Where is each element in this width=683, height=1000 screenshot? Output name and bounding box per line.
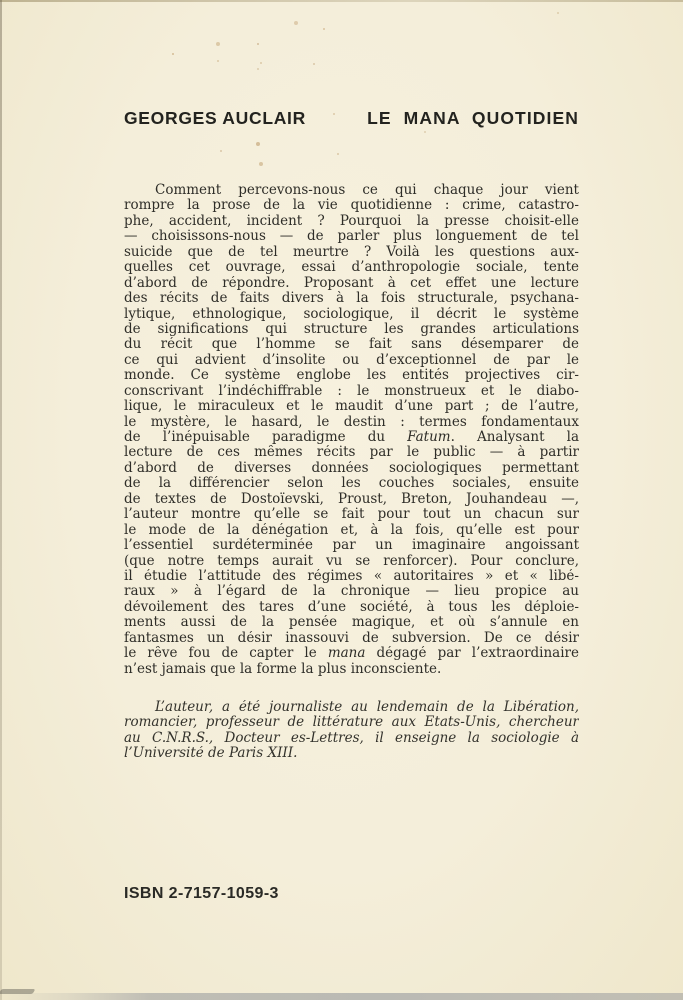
text-line: (que notre temps aurait vu se renforcer). Pour conclure, bbox=[124, 553, 579, 569]
synopsis-paragraph bbox=[124, 183, 579, 677]
text-line: suicide que de tel meurtre ? Voilà les questions aux- bbox=[124, 244, 579, 260]
text-line: L’auteur, a été journaliste au lendemain de la Libération, bbox=[155, 700, 579, 715]
text-line: de significations qui structure les grandes articulations bbox=[124, 321, 579, 337]
text-line: de l’inépuisable paradigme du Fatum. Analysant la bbox=[124, 430, 579, 445]
text-line: ce qui advient d’insolite ou d’exceptionnel de par le bbox=[124, 352, 579, 368]
scan-edge-left bbox=[0, 0, 2, 1000]
text-line: l’auteur montre qu’elle se fait pour tout un chacun sur bbox=[124, 507, 579, 523]
text-line: — choisissons-nous — de parler plus longuement de tel bbox=[124, 229, 579, 245]
text-line: rompre la prose de la vie quotidienne : crime, catastro- bbox=[124, 198, 579, 214]
text-line: de textes de Dostoïevski, Proust, Breton, Jouhandeau —, bbox=[124, 491, 579, 507]
text-line: lytique, ethnologique, sociologique, il décrit le système bbox=[124, 306, 579, 322]
author-bio-paragraph bbox=[124, 700, 579, 762]
text-line: du récit que l’homme se fait sans désemparer de bbox=[124, 337, 579, 353]
text-line: des récits de faits divers à la fois structurale, psychana- bbox=[124, 291, 579, 307]
text-line: d’abord de diverses données sociologiques permettant bbox=[124, 460, 579, 476]
text-line: n’est jamais que la forme la plus inconsciente. bbox=[124, 661, 442, 677]
text-line: le mystère, le hasard, le destin : termes fondamentaux bbox=[124, 414, 579, 430]
text-line: d’abord de répondre. Proposant à cet effet une lecture bbox=[124, 275, 579, 291]
author-name: GEORGES AUCLAIR bbox=[124, 108, 306, 128]
cover-text-block bbox=[124, 183, 579, 762]
scan-edge-bottom bbox=[0, 993, 683, 1000]
isbn-text: ISBN 2-7157-1059-3 bbox=[124, 885, 279, 902]
text-line: monde. Ce système englobe les entités projectives cir- bbox=[124, 368, 579, 384]
text-line: raux » à l’égard de la chronique — lieu propice au bbox=[124, 584, 579, 600]
text-line: dévoilement des tares d’une société, à tous les déploie- bbox=[124, 599, 579, 615]
text-line: l’Université de Paris XIII. bbox=[124, 746, 298, 762]
text-line: lecture de ces mêmes récits par le public — à partir bbox=[124, 445, 579, 461]
text-line: il étudie l’attitude des régimes « autoritaires » et « libé- bbox=[124, 568, 579, 584]
text-line: le rêve fou de capter le mana dégagé par l’extraordinaire bbox=[124, 646, 579, 662]
text-line: au C.N.R.S., Docteur es-Lettres, il enseigne la sociologie à bbox=[124, 730, 579, 746]
text-line: le mode de la dénégation et, à la fois, qu’elle est pour bbox=[124, 522, 579, 538]
cover-header bbox=[124, 108, 579, 129]
text-line: quelles cet ouvrage, essai d’anthropologie sociale, tente bbox=[124, 260, 579, 276]
text-line: l’essentiel surdéterminée par un imaginaire angoissant bbox=[124, 538, 579, 554]
text-line: phe, accident, incident ? Pourquoi la presse choisit-elle bbox=[124, 213, 579, 229]
text-line: de la différencier selon les couches sociales, ensuite bbox=[124, 476, 579, 492]
text-line: lique, le miraculeux et le maudit d’une part ; de l’autre, bbox=[124, 399, 579, 415]
scan-edge-top bbox=[0, 0, 683, 2]
text-line: romancier, professeur de littérature aux États-Unis, chercheur bbox=[124, 715, 579, 731]
text-line: ments aussi de la pensée magique, et où s’annule en bbox=[124, 615, 579, 631]
book-title: LE MANA QUOTIDIEN bbox=[367, 108, 579, 128]
text-line: fantasmes un désir inassouvi de subversion. De ce désir bbox=[124, 630, 579, 646]
text-line: conscrivant l’indéchiffrable : le monstrueux et le diabo- bbox=[124, 383, 579, 399]
text-line: Comment percevons-nous ce qui chaque jour vient bbox=[155, 183, 579, 198]
